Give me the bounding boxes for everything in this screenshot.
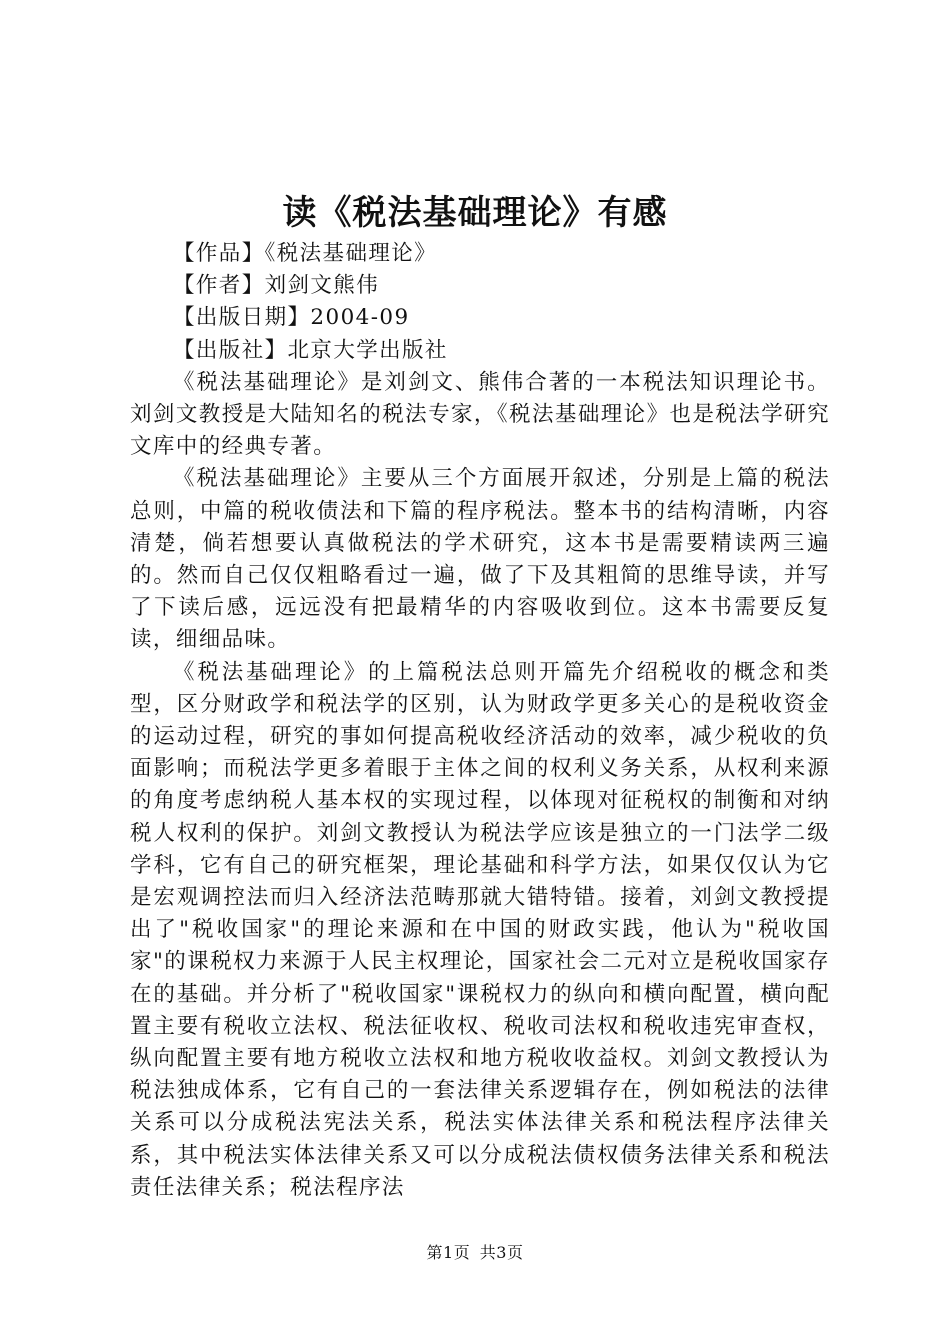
meta-value: 《税法基础理论》 [264, 241, 438, 266]
meta-author [130, 270, 830, 302]
meta-publisher [130, 335, 830, 367]
meta-value: 刘剑文熊伟 [264, 273, 380, 299]
meta-label: 【作品】 [173, 241, 265, 266]
paragraph: 《税法基础理论》主要从三个方面展开叙述，分别是上篇的税法总则，中篇的税收债法和下篇的程序税法。整本书的结构清晰，内容清楚，倘若想要认真做税法的学术研究，这本书是需要精读两三遍的。然而自己仅仅粗略看过一遍，做了下及其粗简的思维导读，并写了下读后感，远远没有把最精华的内容吸收到位。这本书需要反复读，细细品味。 [130, 466, 830, 653]
document-title: 读《税法基础理论》有感 [282, 193, 668, 233]
meta-publish-date [130, 302, 830, 334]
page-number: 第1页 [426, 1243, 471, 1262]
paragraph: 《税法基础理论》是刘剑文、熊伟合著的一本税法知识理论书。刘剑文教授是大陆知名的税法专家，《税法基础理论》也是税法学研究文库中的经典专著。 [130, 369, 830, 460]
meta-value: 北京大学出版社 [287, 337, 448, 363]
page-total: 共3页 [479, 1243, 524, 1262]
meta-label: 【出版日期】 [173, 305, 311, 331]
meta-work [130, 238, 830, 270]
meta-value: 2004-09 [310, 305, 410, 331]
document-body [130, 238, 830, 1204]
page-footer [0, 1240, 950, 1263]
meta-label: 【作者】 [173, 273, 265, 299]
paragraph: 《税法基础理论》的上篇税法总则开篇先介绍税收的概念和类型，区分财政学和税法学的区别，认为财政学更多关心的是税收资金的运动过程，研究的事如何提高税收经济活动的效率，减少税收的负面影响；而税法学更多着眼于主体之间的权利义务关系，从权利来源的角度考虑纳税人基本权的实现过程，以体现对征税权的制衡和对纳税人权利的保护。刘剑文教授认为税法学应该是独立的一门法学二级学科，它有自己的研究框架，理论基础和科学方法，如果仅仅认为它是宏观调控法而归入经济法范畴那就大错特错。接着，刘剑文教授提出了"税收国家"的理论来源和在中国的财政实践，他认为"税收国家"的课税权力来源于人民主权理论，国家社会二元对立是税收国家存在的基础。并分析了"税收国家"课税权力的纵向和横向配置，横向配置主要有税收立法权、税法征收权、税收司法权和税收违宪审查权，纵向配置主要有地方税收立法权和地方税收收益权。刘剑文教授认为税法独成体系，它有自己的一套法律关系逻辑存在，例如税法的法律关系可以分成税法宪法关系，税法实体法律关系和税法程序法律关系，其中税法实体法律关系又可以分成税法债权债务法律关系和税法责任法律关系；税法程序法 [130, 659, 830, 1200]
meta-label: 【出版社】 [173, 337, 288, 363]
